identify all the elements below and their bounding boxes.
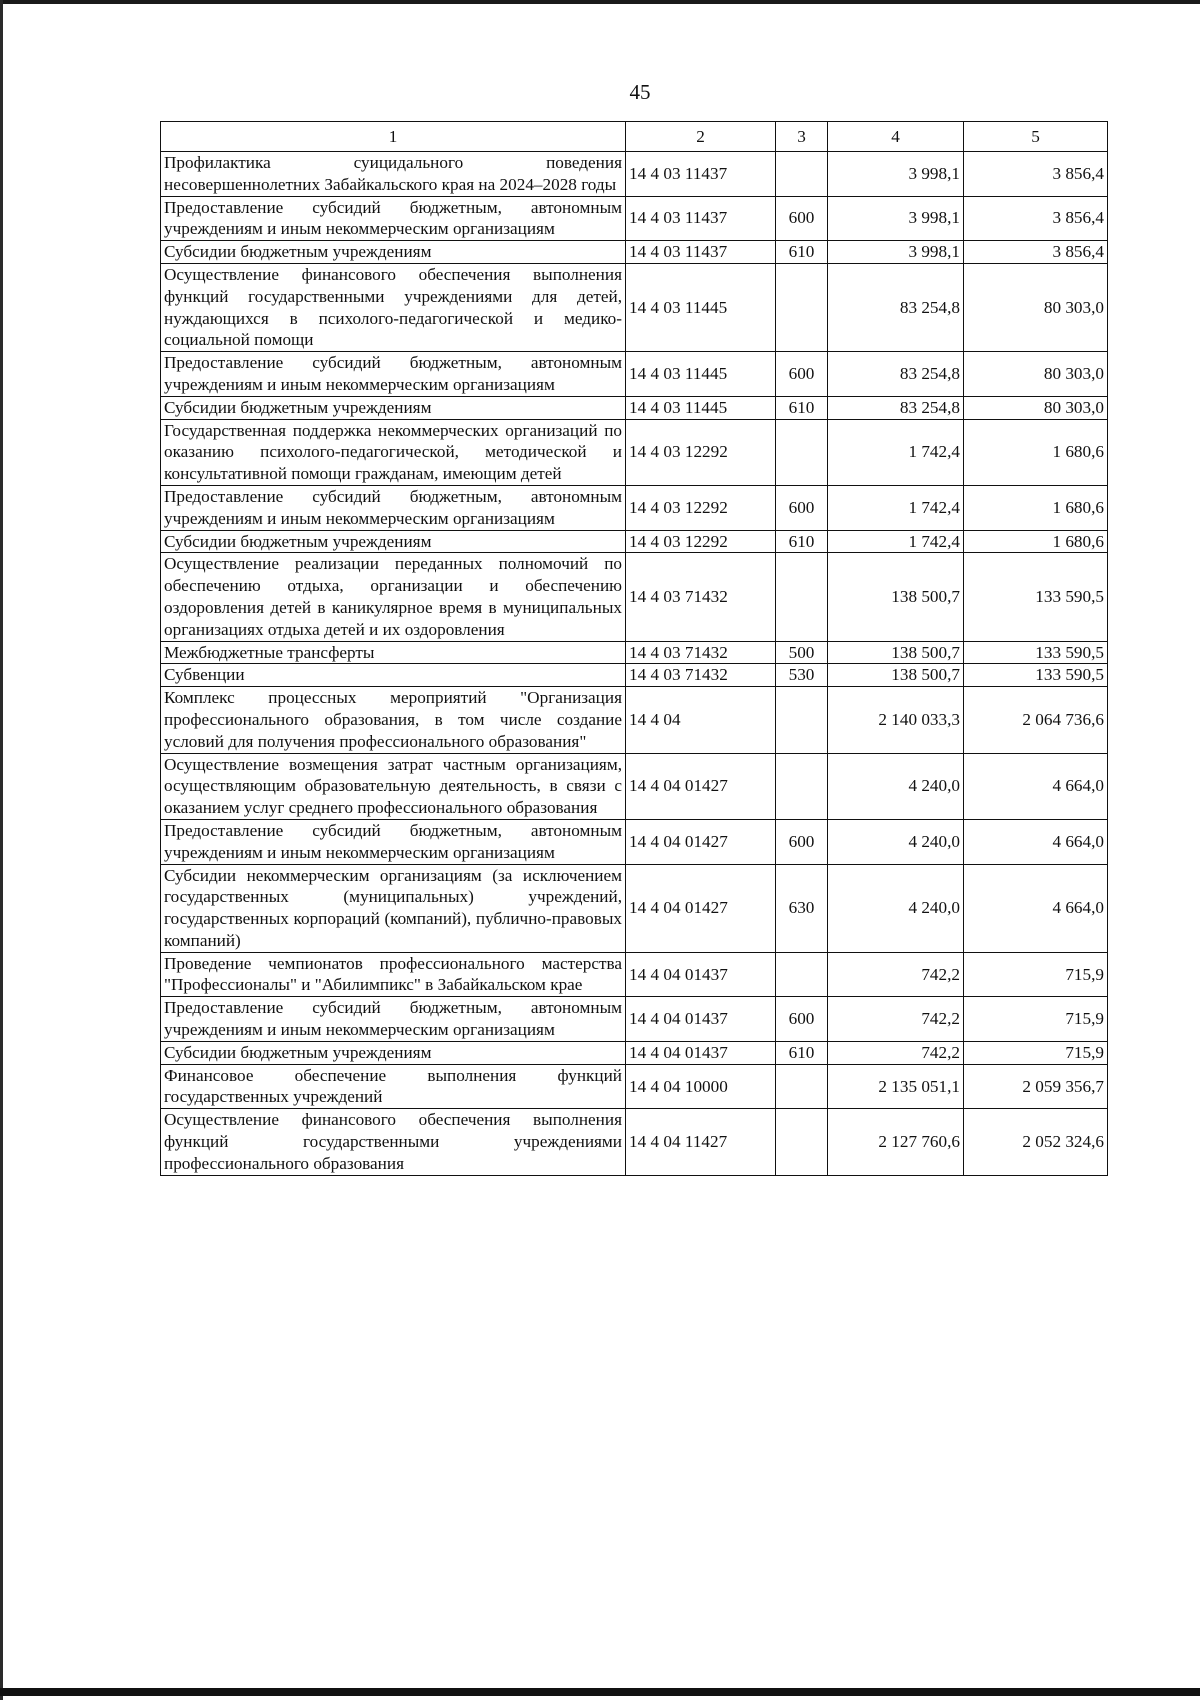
row-name: Предоставление субсидий бюджетным, автономным учреждениям и иным некоммерческим организациям (161, 997, 626, 1042)
table-row (161, 952, 1108, 997)
header-col-5: 5 (964, 122, 1108, 152)
table-row (161, 419, 1108, 485)
row-name: Осуществление финансового обеспечения выполнения функций государственными учреждениями для детей, нуждающихся в психолого-педагогической и медико-социальной помощи (161, 263, 626, 351)
row-code: 14 4 03 71432 (626, 641, 776, 664)
row-amount-col4: 1 742,4 (828, 419, 964, 485)
row-expense-type: 610 (776, 530, 828, 553)
table-row (161, 352, 1108, 397)
row-name: Осуществление финансового обеспечения выполнения функций государственными учреждениями профессионального образования (161, 1109, 626, 1175)
row-name: Межбюджетные трансферты (161, 641, 626, 664)
header-col-2: 2 (626, 122, 776, 152)
row-code: 14 4 04 01427 (626, 819, 776, 864)
row-name: Предоставление субсидий бюджетным, автономным учреждениям и иным некоммерческим организациям (161, 196, 626, 241)
row-code: 14 4 04 11427 (626, 1109, 776, 1175)
row-expense-type: 610 (776, 1041, 828, 1064)
table-row (161, 1041, 1108, 1064)
row-amount-col4: 83 254,8 (828, 352, 964, 397)
row-expense-type (776, 263, 828, 351)
row-name: Осуществление реализации переданных полномочий по обеспечению отдыха, организации и обеспечению оздоровления детей в каникулярное время в муниципальных организациях отдыха детей и их оздоровления (161, 553, 626, 641)
row-name: Субсидии некоммерческим организациям (за исключением государственных (муниципальных) учреждений, государственных корпораций (компаний), публично-правовых компаний) (161, 864, 626, 952)
row-name: Осуществление возмещения затрат частным организациям, осуществляющим образовательную деятельность, в связи с оказанием услуг среднего профессионального образования (161, 753, 626, 819)
row-expense-type: 530 (776, 664, 828, 687)
row-amount-col5: 1 680,6 (964, 485, 1108, 530)
row-code: 14 4 04 10000 (626, 1064, 776, 1109)
row-amount-col5: 2 064 736,6 (964, 687, 1108, 753)
row-amount-col4: 2 135 051,1 (828, 1064, 964, 1109)
row-amount-col5: 133 590,5 (964, 553, 1108, 641)
row-code: 14 4 03 11437 (626, 241, 776, 264)
table-row (161, 664, 1108, 687)
row-amount-col5: 1 680,6 (964, 530, 1108, 553)
row-name: Предоставление субсидий бюджетным, автономным учреждениям и иным некоммерческим организациям (161, 352, 626, 397)
scan-left-edge (0, 0, 3, 1700)
table-row (161, 263, 1108, 351)
row-amount-col5: 4 664,0 (964, 819, 1108, 864)
row-expense-type: 630 (776, 864, 828, 952)
table-row (161, 819, 1108, 864)
row-amount-col5: 715,9 (964, 952, 1108, 997)
row-amount-col5: 715,9 (964, 997, 1108, 1042)
row-amount-col5: 80 303,0 (964, 263, 1108, 351)
row-amount-col4: 742,2 (828, 952, 964, 997)
row-code: 14 4 03 71432 (626, 664, 776, 687)
row-code: 14 4 03 12292 (626, 530, 776, 553)
row-expense-type (776, 152, 828, 197)
row-code: 14 4 03 11437 (626, 152, 776, 197)
row-amount-col4: 138 500,7 (828, 553, 964, 641)
row-amount-col4: 2 127 760,6 (828, 1109, 964, 1175)
table-row (161, 530, 1108, 553)
row-amount-col5: 80 303,0 (964, 352, 1108, 397)
row-code: 14 4 04 01437 (626, 952, 776, 997)
header-col-3: 3 (776, 122, 828, 152)
scan-top-edge (0, 0, 1200, 4)
row-code: 14 4 03 11437 (626, 196, 776, 241)
row-amount-col4: 742,2 (828, 1041, 964, 1064)
table-row (161, 152, 1108, 197)
row-amount-col4: 742,2 (828, 997, 964, 1042)
table-row (161, 1064, 1108, 1109)
row-expense-type (776, 952, 828, 997)
row-expense-type: 600 (776, 352, 828, 397)
row-amount-col4: 83 254,8 (828, 396, 964, 419)
row-expense-type (776, 687, 828, 753)
header-row (161, 122, 1108, 152)
table-body (161, 152, 1108, 1176)
row-name: Субсидии бюджетным учреждениям (161, 241, 626, 264)
row-amount-col4: 1 742,4 (828, 485, 964, 530)
row-amount-col4: 83 254,8 (828, 263, 964, 351)
row-expense-type: 600 (776, 485, 828, 530)
row-code: 14 4 03 12292 (626, 485, 776, 530)
row-expense-type (776, 753, 828, 819)
header-col-4: 4 (828, 122, 964, 152)
row-name: Комплекс процессных мероприятий "Организация профессионального образования, в том числе создание условий для получения профессионального образования" (161, 687, 626, 753)
row-code: 14 4 04 01427 (626, 753, 776, 819)
row-amount-col4: 4 240,0 (828, 753, 964, 819)
row-code: 14 4 04 (626, 687, 776, 753)
row-amount-col5: 4 664,0 (964, 864, 1108, 952)
row-amount-col4: 3 998,1 (828, 241, 964, 264)
row-code: 14 4 03 11445 (626, 352, 776, 397)
row-name: Предоставление субсидий бюджетным, автономным учреждениям и иным некоммерческим организациям (161, 819, 626, 864)
row-amount-col5: 4 664,0 (964, 753, 1108, 819)
table-row (161, 641, 1108, 664)
row-amount-col5: 2 052 324,6 (964, 1109, 1108, 1175)
row-expense-type (776, 419, 828, 485)
header-col-1: 1 (161, 122, 626, 152)
row-amount-col4: 138 500,7 (828, 664, 964, 687)
row-code: 14 4 04 01427 (626, 864, 776, 952)
row-expense-type: 600 (776, 819, 828, 864)
row-expense-type: 600 (776, 196, 828, 241)
table-row (161, 196, 1108, 241)
row-code: 14 4 03 71432 (626, 553, 776, 641)
table-row (161, 553, 1108, 641)
row-amount-col4: 1 742,4 (828, 530, 964, 553)
row-amount-col4: 3 998,1 (828, 196, 964, 241)
row-amount-col4: 2 140 033,3 (828, 687, 964, 753)
table-row (161, 687, 1108, 753)
row-code: 14 4 03 11445 (626, 263, 776, 351)
page-number: 45 (629, 80, 651, 104)
row-code: 14 4 03 11445 (626, 396, 776, 419)
table-row (161, 485, 1108, 530)
table-row (161, 1109, 1108, 1175)
row-expense-type: 610 (776, 396, 828, 419)
table-row (161, 864, 1108, 952)
row-expense-type: 500 (776, 641, 828, 664)
row-expense-type (776, 1064, 828, 1109)
row-amount-col4: 3 998,1 (828, 152, 964, 197)
row-amount-col4: 4 240,0 (828, 864, 964, 952)
row-amount-col5: 3 856,4 (964, 196, 1108, 241)
row-amount-col5: 3 856,4 (964, 152, 1108, 197)
budget-table (160, 121, 1108, 1176)
row-expense-type: 610 (776, 241, 828, 264)
row-amount-col4: 4 240,0 (828, 819, 964, 864)
row-name: Субсидии бюджетным учреждениям (161, 396, 626, 419)
row-expense-type (776, 553, 828, 641)
table-row (161, 241, 1108, 264)
row-amount-col5: 2 059 356,7 (964, 1064, 1108, 1109)
row-name: Финансовое обеспечение выполнения функций государственных учреждений (161, 1064, 626, 1109)
table-row (161, 396, 1108, 419)
row-amount-col5: 1 680,6 (964, 419, 1108, 485)
row-amount-col4: 138 500,7 (828, 641, 964, 664)
row-name: Предоставление субсидий бюджетным, автономным учреждениям и иным некоммерческим организациям (161, 485, 626, 530)
table-row (161, 753, 1108, 819)
row-name: Субсидии бюджетным учреждениям (161, 1041, 626, 1064)
row-code: 14 4 04 01437 (626, 1041, 776, 1064)
row-name: Проведение чемпионатов профессионального мастерства "Профессионалы" и "Абилимпикс" в Забайкальском крае (161, 952, 626, 997)
row-code: 14 4 04 01437 (626, 997, 776, 1042)
row-name: Субвенции (161, 664, 626, 687)
row-amount-col5: 3 856,4 (964, 241, 1108, 264)
row-name: Государственная поддержка некоммерческих организаций по оказанию психолого-педагогической, методической и консультативной помощи гражданам, имеющим детей (161, 419, 626, 485)
row-amount-col5: 133 590,5 (964, 664, 1108, 687)
row-amount-col5: 80 303,0 (964, 396, 1108, 419)
row-expense-type: 600 (776, 997, 828, 1042)
row-expense-type (776, 1109, 828, 1175)
row-amount-col5: 715,9 (964, 1041, 1108, 1064)
row-name: Субсидии бюджетным учреждениям (161, 530, 626, 553)
row-name: Профилактика суицидального поведения несовершеннолетних Забайкальского края на 2024–2028 годы (161, 152, 626, 197)
row-code: 14 4 03 12292 (626, 419, 776, 485)
row-amount-col5: 133 590,5 (964, 641, 1108, 664)
scan-bottom-edge (0, 1688, 1200, 1696)
table-row (161, 997, 1108, 1042)
